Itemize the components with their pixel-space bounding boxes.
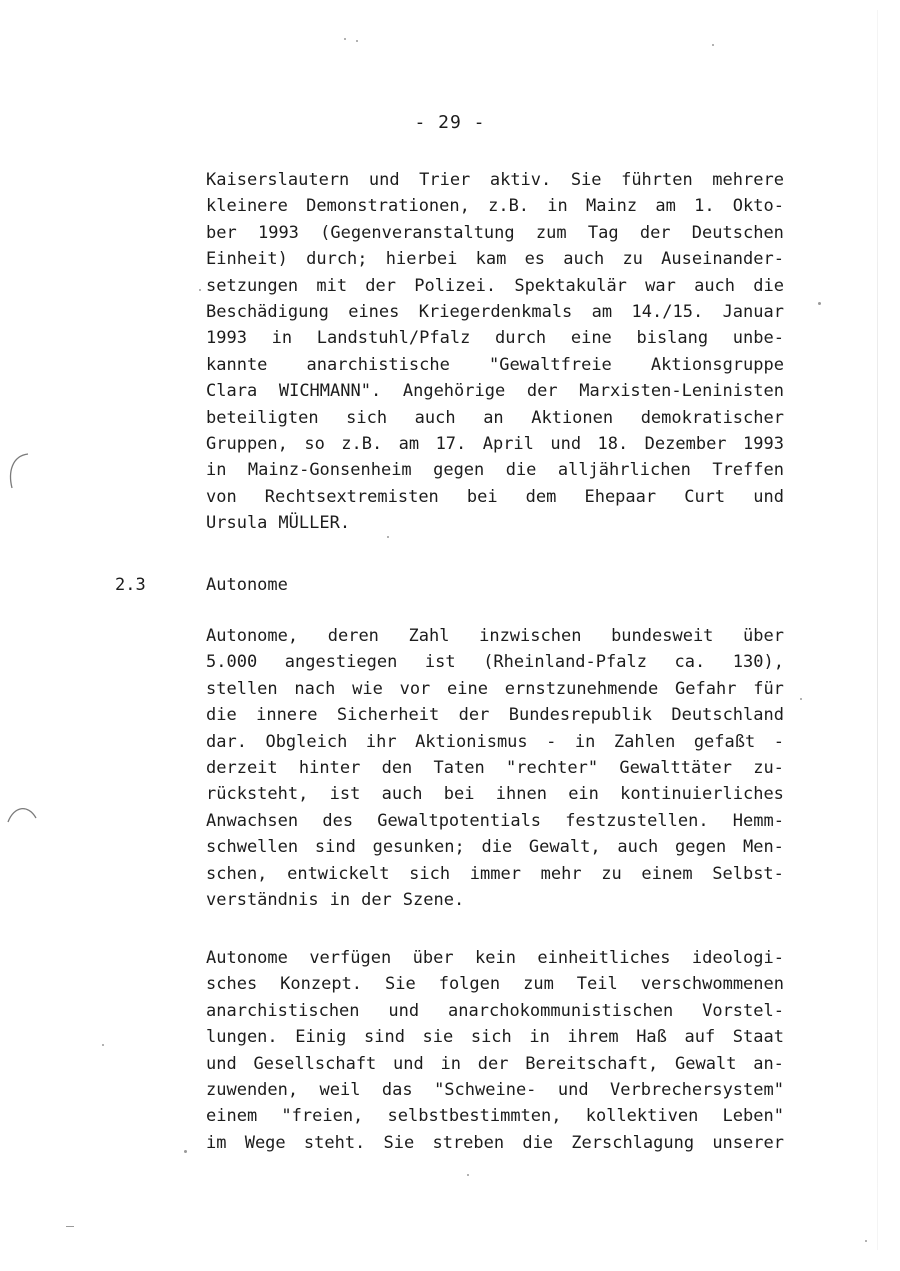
word: Aktionismus bbox=[415, 731, 528, 752]
word: die bbox=[522, 1132, 554, 1153]
word: die bbox=[206, 705, 237, 726]
word: Sie bbox=[385, 974, 416, 995]
word: auf bbox=[684, 1027, 716, 1048]
text-line bbox=[206, 1130, 784, 1156]
word: Selbst- bbox=[712, 863, 784, 884]
word: verschwommenen bbox=[640, 974, 784, 995]
punch-hole-mark-lower bbox=[2, 800, 42, 830]
word: z.B. bbox=[341, 433, 383, 454]
text-line bbox=[206, 971, 784, 997]
word: am bbox=[591, 301, 613, 322]
word: die bbox=[481, 837, 513, 858]
word: Zerschlagung bbox=[571, 1132, 695, 1153]
text-line bbox=[206, 352, 784, 378]
word: Landstuhl/Pfalz bbox=[316, 328, 471, 349]
text-line bbox=[206, 1077, 784, 1103]
word: Szene. bbox=[402, 889, 465, 910]
word: steht. bbox=[303, 1132, 366, 1153]
word: zuwenden, bbox=[206, 1079, 299, 1100]
word: (Rheinland-Pfalz bbox=[483, 652, 647, 673]
word: Gewalt, bbox=[528, 837, 601, 858]
word: in bbox=[329, 889, 351, 910]
text-line bbox=[206, 755, 784, 781]
word: Men- bbox=[742, 837, 784, 858]
word: ist bbox=[329, 784, 361, 805]
word: immer bbox=[469, 863, 521, 884]
word: ber bbox=[206, 222, 237, 243]
word: schwellen bbox=[206, 837, 299, 858]
word: es bbox=[524, 249, 546, 270]
word: in bbox=[574, 731, 596, 752]
scan-edge-shadow bbox=[877, 10, 878, 1250]
word: gegen bbox=[675, 837, 727, 858]
word: 17. bbox=[435, 433, 467, 454]
word: Marxisten-Leninisten bbox=[579, 381, 784, 402]
word: und bbox=[393, 1053, 424, 1074]
text-line bbox=[206, 1024, 784, 1050]
word: ernstzunehmende bbox=[504, 678, 659, 699]
word: Hemm- bbox=[732, 810, 784, 831]
text-line bbox=[206, 273, 784, 299]
word: lungen. bbox=[206, 1027, 278, 1048]
scan-speck bbox=[865, 1240, 867, 1242]
word: und bbox=[388, 1000, 420, 1021]
word: "Schweine- bbox=[434, 1079, 537, 1100]
word: Angehörige bbox=[402, 381, 506, 402]
word: das bbox=[381, 1079, 413, 1100]
word: eine bbox=[447, 678, 488, 699]
word: Anwachsen bbox=[206, 810, 299, 831]
word: war bbox=[645, 275, 676, 296]
text-line bbox=[206, 808, 784, 834]
word: z.B. bbox=[488, 196, 530, 217]
text-line bbox=[206, 325, 784, 351]
word: schen, bbox=[206, 863, 268, 884]
word: der bbox=[639, 222, 671, 243]
text-line bbox=[206, 649, 784, 675]
word: eines bbox=[348, 301, 400, 322]
text-line bbox=[206, 998, 784, 1024]
word: 1993 bbox=[742, 433, 784, 454]
word: einem bbox=[641, 863, 693, 884]
word: rücksteht, bbox=[206, 784, 309, 805]
scan-speck bbox=[818, 302, 821, 305]
word: (Gegenveranstaltung bbox=[320, 222, 515, 243]
word: Deutschland bbox=[671, 705, 784, 726]
word: vor bbox=[399, 678, 431, 699]
word: mehr bbox=[540, 863, 582, 884]
word: von bbox=[206, 486, 237, 507]
word: durch; bbox=[306, 249, 368, 270]
word: bundesweit bbox=[611, 626, 714, 646]
word: kein bbox=[475, 948, 516, 968]
word: derzeit bbox=[206, 757, 278, 778]
text-line bbox=[206, 457, 784, 483]
word: sich bbox=[409, 863, 451, 884]
word: Kriegerdenkmals bbox=[418, 301, 573, 322]
word: Einheit) bbox=[206, 249, 288, 270]
word: in bbox=[547, 196, 568, 217]
word: Ehepaar bbox=[584, 486, 657, 507]
text-line bbox=[206, 484, 784, 510]
word: streben bbox=[432, 1132, 505, 1153]
word: mit bbox=[316, 275, 348, 296]
word: über bbox=[412, 948, 454, 968]
word: - bbox=[546, 731, 557, 752]
text-line bbox=[206, 887, 784, 913]
section-number: 2.3 bbox=[115, 575, 146, 595]
word: 18. bbox=[597, 433, 629, 454]
word: Staat bbox=[732, 1027, 784, 1048]
word: sich bbox=[470, 1027, 512, 1048]
word: MÜLLER. bbox=[278, 513, 351, 534]
word: an- bbox=[753, 1053, 784, 1074]
word: - bbox=[773, 731, 784, 752]
word: im bbox=[206, 1132, 227, 1153]
word: zu bbox=[622, 249, 643, 270]
word: aktiv. bbox=[489, 170, 552, 190]
word: der bbox=[477, 1053, 509, 1074]
word: unserer bbox=[712, 1132, 784, 1153]
text-line bbox=[206, 781, 784, 807]
text-line bbox=[206, 378, 784, 404]
word: Bereitschaft, bbox=[525, 1053, 659, 1074]
word: zu bbox=[601, 863, 622, 884]
word: Taten bbox=[433, 757, 485, 778]
word: bei bbox=[443, 784, 475, 805]
word: ein bbox=[568, 784, 599, 805]
word: Dezember bbox=[644, 433, 727, 454]
word: einem bbox=[206, 1106, 258, 1127]
word: Okto- bbox=[732, 196, 784, 217]
word: Gefahr bbox=[675, 678, 737, 699]
word: dar. bbox=[206, 731, 247, 752]
section-title: Autonome bbox=[206, 575, 288, 595]
word: Gewaltpotentials bbox=[377, 810, 542, 831]
word: Gewalttäter bbox=[619, 757, 732, 778]
word: weil bbox=[319, 1079, 361, 1100]
word: zu- bbox=[753, 757, 784, 778]
word: Sicherheit bbox=[336, 705, 440, 726]
word: und bbox=[368, 170, 400, 190]
word: Konzept. bbox=[280, 974, 363, 995]
word: einheitliches bbox=[537, 948, 671, 968]
word: Wege bbox=[244, 1132, 286, 1153]
word: führten bbox=[621, 170, 693, 190]
text-line bbox=[206, 510, 784, 536]
word: hierbei bbox=[385, 249, 458, 270]
word: Bundesrepublik bbox=[508, 705, 653, 726]
word: ca. bbox=[674, 652, 706, 673]
word: auch bbox=[617, 837, 659, 858]
scan-speck bbox=[66, 1226, 74, 1227]
word: Vorstel- bbox=[702, 1000, 784, 1021]
word: Mainz bbox=[585, 196, 638, 217]
word: hinter bbox=[298, 757, 361, 778]
word: der bbox=[458, 705, 490, 726]
word: "freien, bbox=[281, 1106, 364, 1127]
word: dem bbox=[525, 486, 557, 507]
word: alljährlichen bbox=[557, 460, 691, 481]
word: Gesellschaft bbox=[253, 1053, 377, 1074]
word: sind bbox=[364, 1027, 405, 1048]
word: den bbox=[381, 757, 413, 778]
word: "rechter" bbox=[505, 757, 599, 778]
text-line bbox=[206, 676, 784, 702]
word: ist bbox=[424, 652, 456, 673]
word: Gruppen, bbox=[206, 433, 288, 454]
paragraph-autonome-overview bbox=[206, 623, 784, 913]
word: "Gewaltfreie bbox=[488, 354, 612, 375]
word: Einig bbox=[295, 1027, 347, 1048]
word: Clara bbox=[206, 381, 258, 402]
word: in bbox=[271, 328, 293, 349]
word: verständnis bbox=[206, 889, 319, 910]
word: ihnen bbox=[495, 784, 547, 805]
word: entwickelt bbox=[287, 863, 390, 884]
text-line bbox=[206, 623, 784, 649]
word: ihrem bbox=[567, 1027, 619, 1048]
word: Auseinander- bbox=[661, 249, 784, 270]
word: 1993 bbox=[206, 328, 247, 349]
word: sich bbox=[346, 407, 388, 428]
word: sind bbox=[314, 837, 356, 858]
word: setzungen bbox=[206, 275, 299, 296]
paragraph-autonome-ideology bbox=[206, 945, 784, 1156]
scan-speck bbox=[184, 1150, 187, 1153]
word: Obgleich bbox=[265, 731, 348, 752]
word: gefaßt bbox=[693, 731, 756, 752]
word: über bbox=[743, 626, 784, 646]
text-line bbox=[206, 1051, 784, 1077]
scan-speck bbox=[344, 38, 346, 40]
word: Rechtsextremisten bbox=[264, 486, 439, 507]
word: Zahlen bbox=[613, 731, 676, 752]
text-line bbox=[206, 1103, 784, 1129]
word: Spektakulär bbox=[514, 275, 627, 296]
word: Sie bbox=[383, 1132, 415, 1153]
word: die bbox=[505, 460, 537, 481]
word: 14./15. bbox=[631, 301, 704, 322]
scan-speck bbox=[712, 44, 714, 46]
word: 5.000 bbox=[206, 652, 258, 673]
word: die bbox=[753, 275, 784, 296]
page-number: - 29 - bbox=[414, 112, 486, 133]
word: Autonome, bbox=[206, 626, 299, 646]
scan-speck bbox=[800, 698, 802, 700]
word: des bbox=[322, 810, 354, 831]
word: auch bbox=[563, 249, 605, 270]
word: auch bbox=[381, 784, 423, 805]
word: WICHMANN". bbox=[278, 381, 382, 402]
word: ihr bbox=[365, 731, 397, 752]
word: inzwischen bbox=[479, 626, 582, 646]
paragraph-intro-continuation bbox=[206, 167, 784, 536]
word: kleinere bbox=[206, 196, 288, 217]
word: Leben" bbox=[722, 1106, 784, 1127]
text-line bbox=[206, 729, 784, 755]
word: Curt bbox=[684, 486, 726, 507]
word: bei bbox=[466, 486, 498, 507]
word: stellen bbox=[206, 678, 278, 699]
punch-hole-mark-upper bbox=[2, 450, 32, 494]
text-line bbox=[206, 246, 784, 272]
word: angestiegen bbox=[284, 652, 398, 673]
text-line bbox=[206, 220, 784, 246]
word: kannte bbox=[206, 354, 268, 375]
word: der bbox=[526, 381, 558, 402]
word: deren bbox=[327, 626, 379, 646]
word: Sie bbox=[570, 170, 602, 190]
word: folgen bbox=[438, 974, 501, 995]
scan-speck bbox=[199, 289, 201, 291]
word: sie bbox=[422, 1027, 454, 1048]
word: Polizei. bbox=[414, 275, 497, 296]
word: anarchokommunistischen bbox=[448, 1000, 674, 1021]
word: so bbox=[304, 433, 325, 454]
text-line bbox=[206, 167, 784, 193]
text-line bbox=[206, 834, 784, 860]
word: eine bbox=[570, 328, 612, 349]
word: Teil bbox=[576, 974, 618, 995]
word: Tag bbox=[587, 222, 619, 243]
word: selbstbestimmten, bbox=[387, 1106, 562, 1127]
word: ideologi- bbox=[691, 948, 784, 968]
word: bislang bbox=[636, 328, 709, 349]
word: an bbox=[483, 407, 504, 428]
word: Verbrechersystem" bbox=[609, 1079, 784, 1100]
word: Mainz-Gonsenheim bbox=[247, 460, 412, 481]
word: am bbox=[398, 433, 420, 454]
word: und bbox=[550, 433, 582, 454]
scan-speck bbox=[387, 536, 389, 538]
text-line bbox=[206, 861, 784, 887]
word: der bbox=[361, 889, 392, 910]
word: Beschädigung bbox=[206, 301, 329, 322]
word: Demonstrationen, bbox=[306, 196, 470, 217]
word: wie bbox=[352, 678, 383, 699]
word: in bbox=[440, 1053, 461, 1074]
word: zum bbox=[535, 222, 567, 243]
word: Aktionen bbox=[531, 407, 614, 428]
word: Gewalt bbox=[675, 1053, 737, 1074]
word: 1993 bbox=[257, 222, 299, 243]
word: zum bbox=[523, 974, 554, 995]
word: Autonome bbox=[206, 948, 288, 968]
text-line bbox=[206, 299, 784, 325]
word: am bbox=[655, 196, 676, 217]
text-line bbox=[206, 702, 784, 728]
word: kollektiven bbox=[585, 1106, 699, 1127]
word: Januar bbox=[722, 301, 784, 322]
word: und bbox=[557, 1079, 589, 1100]
word: kam bbox=[475, 249, 507, 270]
scan-speck bbox=[467, 1174, 469, 1176]
word: Deutschen bbox=[691, 222, 784, 243]
text-line bbox=[206, 431, 784, 457]
word: Zahl bbox=[408, 626, 450, 646]
word: 130), bbox=[732, 652, 784, 673]
word: anarchistischen bbox=[206, 1000, 360, 1021]
word: Ursula bbox=[206, 513, 268, 534]
word: 1. bbox=[694, 196, 715, 217]
word: unbe- bbox=[732, 328, 784, 349]
word: beteiligten bbox=[206, 407, 319, 428]
text-line bbox=[206, 405, 784, 431]
word: mehrere bbox=[712, 170, 784, 190]
scan-speck bbox=[356, 40, 358, 42]
word: und bbox=[753, 486, 784, 507]
word: nach bbox=[294, 678, 336, 699]
word: gesunken; bbox=[372, 837, 465, 858]
word: Treffen bbox=[712, 460, 784, 481]
word: gegen bbox=[433, 460, 485, 481]
word: in bbox=[206, 460, 227, 481]
text-line bbox=[206, 945, 784, 971]
word: auch bbox=[414, 407, 456, 428]
word: kontinuierliches bbox=[620, 784, 784, 805]
word: sches bbox=[206, 974, 258, 995]
word: für bbox=[753, 678, 784, 699]
word: demokratischer bbox=[640, 407, 784, 428]
word: und bbox=[206, 1053, 237, 1074]
word: auch bbox=[694, 275, 736, 296]
word: anarchistische bbox=[306, 354, 450, 375]
word: Kaiserslautern bbox=[206, 170, 350, 190]
word: April bbox=[482, 433, 534, 454]
word: Haß bbox=[636, 1027, 667, 1048]
word: innere bbox=[256, 705, 318, 726]
scan-speck bbox=[102, 1044, 104, 1046]
word: Aktionsgruppe bbox=[650, 354, 784, 375]
word: durch bbox=[494, 328, 547, 349]
word: in bbox=[529, 1027, 550, 1048]
word: festzustellen. bbox=[565, 810, 709, 831]
word: der bbox=[365, 275, 396, 296]
word: verfügen bbox=[309, 948, 392, 968]
word: Trier bbox=[419, 170, 471, 190]
text-line bbox=[206, 193, 784, 219]
